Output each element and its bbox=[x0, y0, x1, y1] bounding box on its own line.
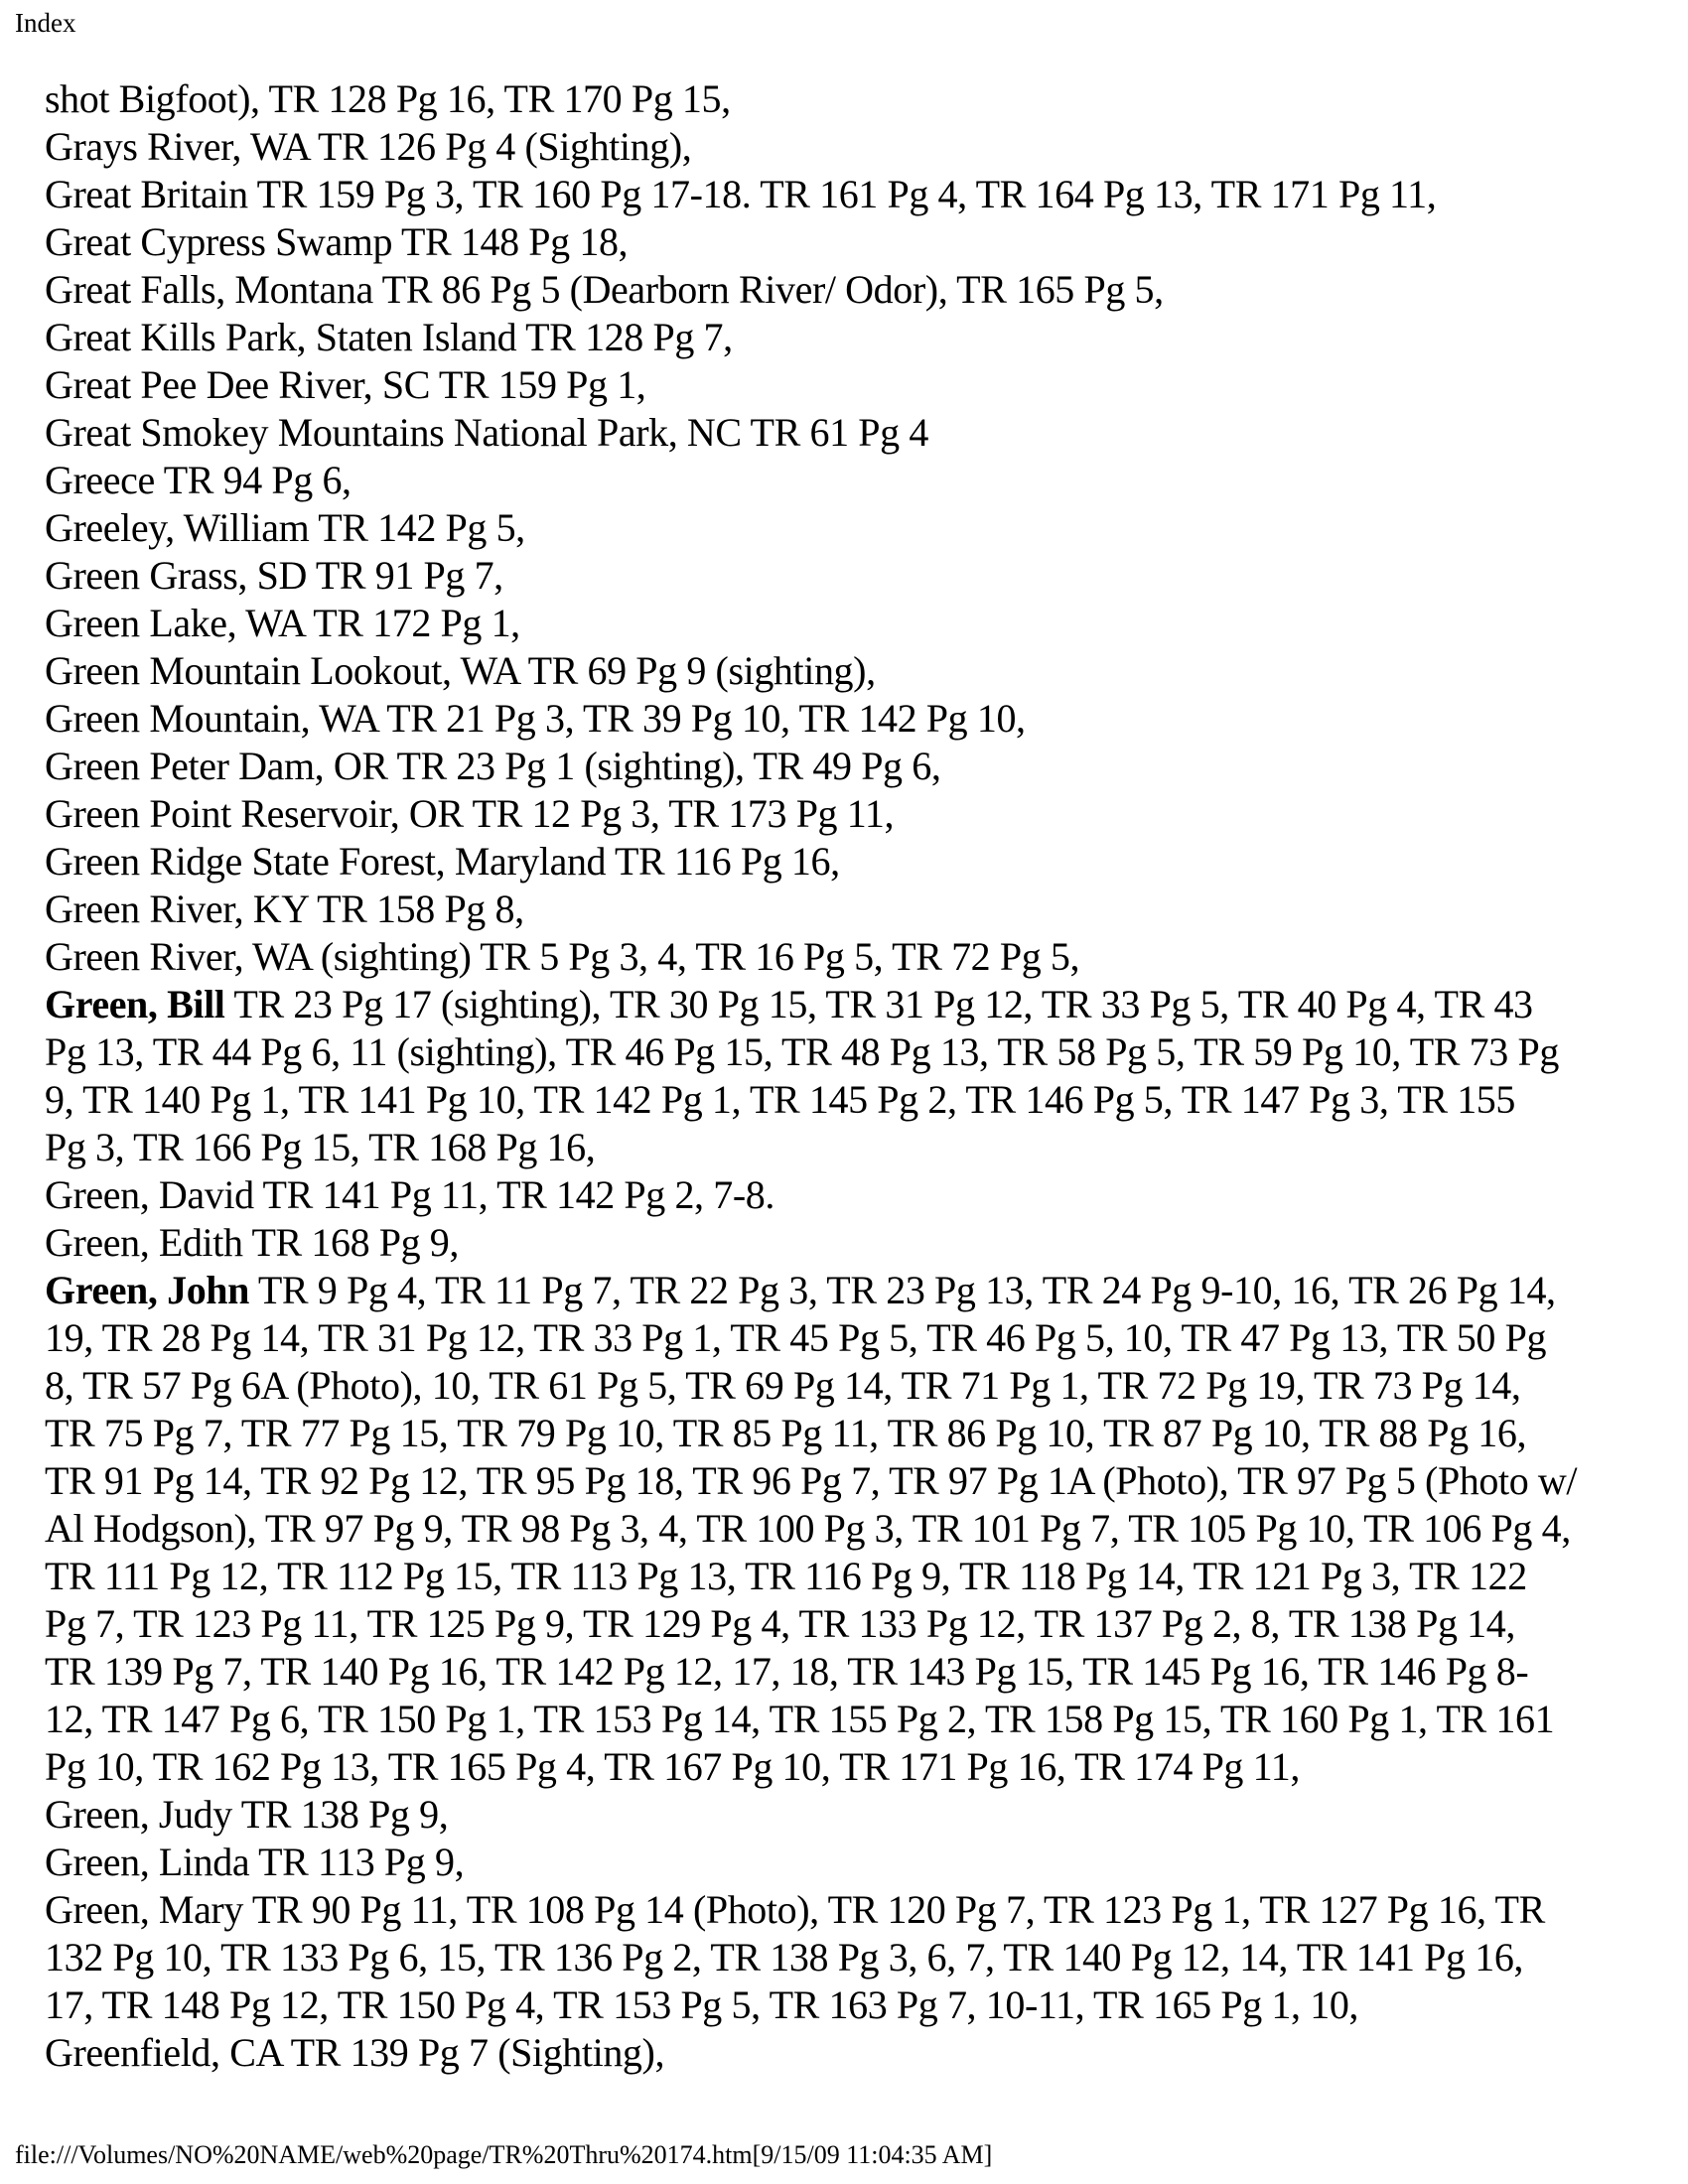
index-line bbox=[45, 1553, 1688, 1600]
index-line-text: Green Mountain Lookout, WA TR 69 Pg 9 (sighting), bbox=[45, 648, 876, 693]
index-line bbox=[45, 1839, 1688, 1886]
index-line-text: Pg 7, TR 123 Pg 11, TR 125 Pg 9, TR 129 Pg 4, TR 133 Pg 12, TR 137 Pg 2, 8, TR 138 Pg 14, bbox=[45, 1601, 1515, 1646]
index-line-text: Green Grass, SD TR 91 Pg 7, bbox=[45, 553, 503, 598]
page-title: Index bbox=[15, 8, 76, 38]
index-line bbox=[45, 1791, 1688, 1839]
index-line bbox=[45, 504, 1688, 552]
index-line-text: Greeley, William TR 142 Pg 5, bbox=[45, 505, 525, 550]
index-line-text: Green, David TR 141 Pg 11, TR 142 Pg 2, 7-8. bbox=[45, 1172, 774, 1217]
index-line bbox=[45, 1076, 1688, 1124]
index-line-text: Green Ridge State Forest, Maryland TR 116 Pg 16, bbox=[45, 839, 840, 884]
index-line-text: shot Bigfoot), TR 128 Pg 16, TR 170 Pg 15, bbox=[45, 76, 731, 121]
index-line bbox=[45, 314, 1688, 361]
index-line bbox=[45, 1743, 1688, 1791]
index-line bbox=[45, 1124, 1688, 1171]
index-line-text: Greenfield, CA TR 139 Pg 7 (Sighting), bbox=[45, 2030, 665, 2075]
index-line-text: Great Kills Park, Staten Island TR 128 Pg 7, bbox=[45, 315, 733, 359]
index-line-text: TR 111 Pg 12, TR 112 Pg 15, TR 113 Pg 13, TR 116 Pg 9, TR 118 Pg 14, TR 121 Pg 3, TR 122 bbox=[45, 1554, 1527, 1598]
index-line-text: Green, Edith TR 168 Pg 9, bbox=[45, 1220, 460, 1265]
index-line-text: Green River, KY TR 158 Pg 8, bbox=[45, 887, 524, 931]
index-line bbox=[45, 171, 1688, 218]
index-line bbox=[45, 218, 1688, 266]
index-line-text: Green Point Reservoir, OR TR 12 Pg 3, TR 173 Pg 11, bbox=[45, 791, 895, 836]
index-line bbox=[45, 75, 1688, 123]
index-line-text: TR 23 Pg 17 (sighting), TR 30 Pg 15, TR 31 Pg 12, TR 33 Pg 5, TR 40 Pg 4, TR 43 bbox=[224, 982, 1533, 1026]
index-line bbox=[45, 981, 1688, 1028]
index-line bbox=[45, 1362, 1688, 1410]
index-line bbox=[45, 123, 1688, 171]
index-line-text: Green Mountain, WA TR 21 Pg 3, TR 39 Pg 10, TR 142 Pg 10, bbox=[45, 696, 1026, 741]
index-line bbox=[45, 457, 1688, 504]
index-line bbox=[45, 552, 1688, 600]
index-line bbox=[45, 1981, 1688, 2029]
index-line-text: Al Hodgson), TR 97 Pg 9, TR 98 Pg 3, 4, TR 100 Pg 3, TR 101 Pg 7, TR 105 Pg 10, TR 106 Pg 4, bbox=[45, 1506, 1571, 1551]
index-line-text: Grays River, WA TR 126 Pg 4 (Sighting), bbox=[45, 124, 692, 169]
index-line bbox=[45, 1648, 1688, 1696]
index-line bbox=[45, 790, 1688, 838]
index-line-text: TR 91 Pg 14, TR 92 Pg 12, TR 95 Pg 18, TR 96 Pg 7, TR 97 Pg 1A (Photo), TR 97 Pg 5 (Photo w/ bbox=[45, 1458, 1578, 1503]
index-line-text: TR 9 Pg 4, TR 11 Pg 7, TR 22 Pg 3, TR 23 Pg 13, TR 24 Pg 9-10, 16, TR 26 Pg 14, bbox=[249, 1268, 1556, 1312]
index-line-text: Green Lake, WA TR 172 Pg 1, bbox=[45, 601, 520, 645]
index-line-text: 17, TR 148 Pg 12, TR 150 Pg 4, TR 153 Pg 5, TR 163 Pg 7, 10-11, TR 165 Pg 1, 10, bbox=[45, 1982, 1359, 2027]
index-line bbox=[45, 1267, 1688, 1314]
index-line-text: TR 75 Pg 7, TR 77 Pg 15, TR 79 Pg 10, TR 85 Pg 11, TR 86 Pg 10, TR 87 Pg 10, TR 88 Pg 16, bbox=[45, 1411, 1527, 1455]
index-line bbox=[45, 1410, 1688, 1457]
index-line-text: Green, Linda TR 113 Pg 9, bbox=[45, 1840, 465, 1884]
index-line-text: Green, Mary TR 90 Pg 11, TR 108 Pg 14 (Photo), TR 120 Pg 7, TR 123 Pg 1, TR 127 Pg 16, TR bbox=[45, 1887, 1545, 1932]
index-line-text: Greece TR 94 Pg 6, bbox=[45, 458, 352, 502]
index-line-text: Great Britain TR 159 Pg 3, TR 160 Pg 17-18. TR 161 Pg 4, TR 164 Pg 13, TR 171 Pg 11, bbox=[45, 172, 1437, 216]
index-line-text: Pg 10, TR 162 Pg 13, TR 165 Pg 4, TR 167 Pg 10, TR 171 Pg 16, TR 174 Pg 11, bbox=[45, 1744, 1300, 1789]
index-line bbox=[45, 600, 1688, 647]
index-line bbox=[45, 1600, 1688, 1648]
index-line-text: Green Peter Dam, OR TR 23 Pg 1 (sighting), TR 49 Pg 6, bbox=[45, 744, 941, 788]
index-content bbox=[45, 75, 1688, 2077]
index-line bbox=[45, 361, 1688, 409]
index-line bbox=[45, 647, 1688, 695]
index-line bbox=[45, 1171, 1688, 1219]
index-line bbox=[45, 1314, 1688, 1362]
file-path-status: file:///Volumes/NO%20NAME/web%20page/TR%20Thru%20174.htm[9/15/09 11:04:35 AM] bbox=[15, 2140, 993, 2169]
index-line bbox=[45, 1457, 1688, 1505]
index-line-text: Great Cypress Swamp TR 148 Pg 18, bbox=[45, 219, 629, 264]
index-line bbox=[45, 1028, 1688, 1076]
index-line bbox=[45, 1219, 1688, 1267]
index-line bbox=[45, 695, 1688, 743]
index-line bbox=[45, 933, 1688, 981]
index-entry-name: Green, Bill bbox=[45, 982, 225, 1026]
index-line bbox=[45, 886, 1688, 933]
index-line bbox=[45, 838, 1688, 886]
index-line bbox=[45, 743, 1688, 790]
index-line-text: Great Falls, Montana TR 86 Pg 5 (Dearborn River/ Odor), TR 165 Pg 5, bbox=[45, 267, 1164, 312]
index-line bbox=[45, 1696, 1688, 1743]
index-line-text: 12, TR 147 Pg 6, TR 150 Pg 1, TR 153 Pg 14, TR 155 Pg 2, TR 158 Pg 15, TR 160 Pg 1, TR 161 bbox=[45, 1697, 1555, 1741]
index-line bbox=[45, 2029, 1688, 2077]
index-line-text: Pg 13, TR 44 Pg 6, 11 (sighting), TR 46 Pg 15, TR 48 Pg 13, TR 58 Pg 5, TR 59 Pg 10, TR 73 Pg bbox=[45, 1029, 1559, 1074]
index-line-text: TR 139 Pg 7, TR 140 Pg 16, TR 142 Pg 12, 17, 18, TR 143 Pg 15, TR 145 Pg 16, TR 146 Pg 8- bbox=[45, 1649, 1529, 1694]
index-line bbox=[45, 1934, 1688, 1981]
index-line-text: Green River, WA (sighting) TR 5 Pg 3, 4, TR 16 Pg 5, TR 72 Pg 5, bbox=[45, 934, 1080, 979]
index-line-text: 19, TR 28 Pg 14, TR 31 Pg 12, TR 33 Pg 1, TR 45 Pg 5, TR 46 Pg 5, 10, TR 47 Pg 13, TR 50 Pg bbox=[45, 1315, 1547, 1360]
index-line bbox=[45, 409, 1688, 457]
index-line-text: Pg 3, TR 166 Pg 15, TR 168 Pg 16, bbox=[45, 1125, 596, 1169]
index-line bbox=[45, 1505, 1688, 1553]
index-line bbox=[45, 1886, 1688, 1934]
index-line-text: 9, TR 140 Pg 1, TR 141 Pg 10, TR 142 Pg 1, TR 145 Pg 2, TR 146 Pg 5, TR 147 Pg 3, TR 155 bbox=[45, 1077, 1516, 1122]
index-line-text: 8, TR 57 Pg 6A (Photo), 10, TR 61 Pg 5, TR 69 Pg 14, TR 71 Pg 1, TR 72 Pg 19, TR 73 Pg 14, bbox=[45, 1363, 1521, 1408]
index-line-text: Great Smokey Mountains National Park, NC TR 61 Pg 4 bbox=[45, 410, 928, 455]
index-line bbox=[45, 266, 1688, 314]
index-line-text: Great Pee Dee River, SC TR 159 Pg 1, bbox=[45, 362, 646, 407]
index-line-text: 132 Pg 10, TR 133 Pg 6, 15, TR 136 Pg 2, TR 138 Pg 3, 6, 7, TR 140 Pg 12, 14, TR 141 Pg 16, bbox=[45, 1935, 1524, 1979]
index-entry-name: Green, John bbox=[45, 1268, 249, 1312]
index-line-text: Green, Judy TR 138 Pg 9, bbox=[45, 1792, 449, 1837]
